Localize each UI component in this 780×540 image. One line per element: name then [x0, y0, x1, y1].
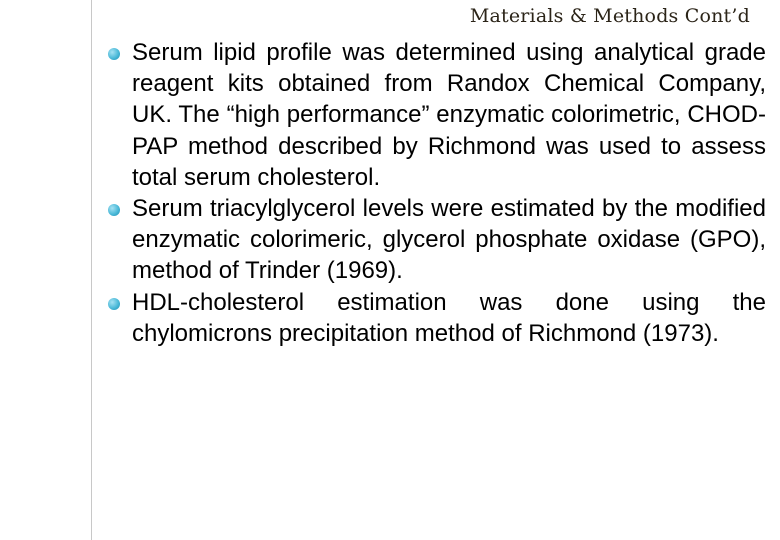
- bullet-text: Serum lipid profile was determined using analytical grade reagent kits obtained from Randox Chemical Company, UK. The “high performance” enzymatic colorimetric, CHOD-PAP method described by Richmond was used to assess total serum cholesterol.: [132, 39, 766, 191]
- bullet-list: [106, 37, 766, 349]
- slide-left-rule: [91, 0, 92, 540]
- bullet-item-lipid-profile: [106, 37, 766, 193]
- bullet-text: HDL-cholesterol estimation was done using the chylomicrons precipitation method of Richmond (1973).: [132, 288, 766, 347]
- bullet-dot-icon: [108, 48, 120, 60]
- slide-title: Materials & Methods Cont’d: [469, 5, 750, 27]
- bullet-dot-icon: [108, 204, 120, 216]
- bullet-text: Serum triacylglycerol levels were estimated by the modified enzymatic colorimeric, glycerol phosphate oxidase (GPO), method of Trinder (1969).: [132, 195, 766, 285]
- bullet-item-hdl-cholesterol: [106, 287, 766, 349]
- bullet-dot-icon: [108, 298, 120, 310]
- bullet-item-triacylglycerol: [106, 193, 766, 287]
